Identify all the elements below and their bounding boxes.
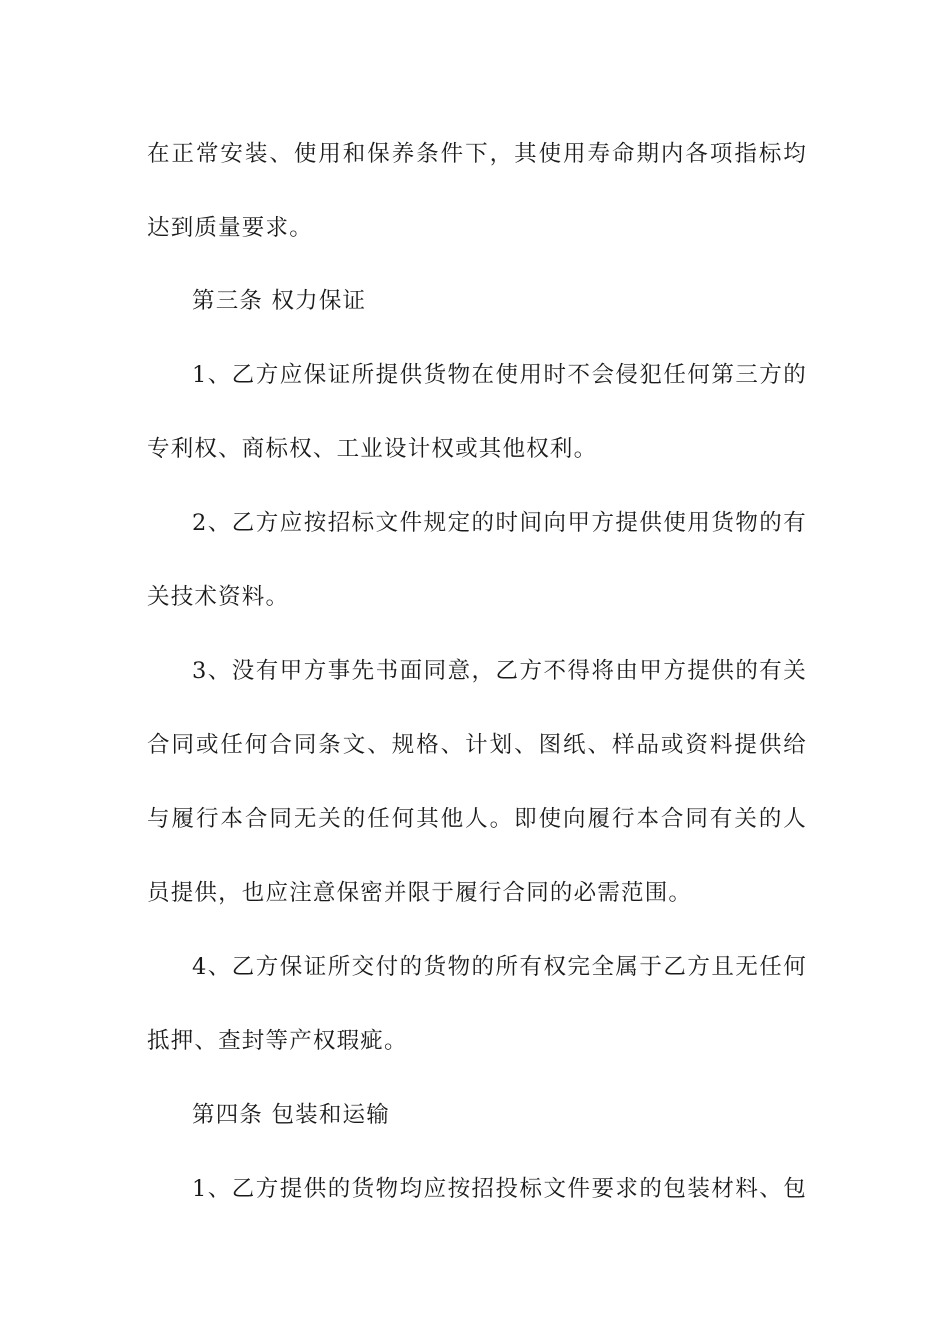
paragraph-line: 达到质量要求。 bbox=[147, 215, 313, 241]
paragraph-line: 合同或任何合同条文、规格、计划、图纸、样品或资料提供给 bbox=[147, 732, 807, 758]
paragraph-line: 专利权、商标权、工业设计权或其他权利。 bbox=[147, 436, 598, 462]
paragraph-line: 员提供，也应注意保密并限于履行合同的必需范围。 bbox=[147, 880, 693, 906]
paragraph-line: 1、乙方应保证所提供货物在使用时不会侵犯任何第三方的 bbox=[192, 362, 807, 388]
paragraph-line: 3、没有甲方事先书面同意，乙方不得将由甲方提供的有关 bbox=[192, 658, 807, 684]
section-heading: 第四条 包装和运输 bbox=[192, 1102, 390, 1128]
section-heading: 第三条 权力保证 bbox=[192, 288, 367, 314]
paragraph-line: 1、乙方提供的货物均应按招投标文件要求的包装材料、包 bbox=[192, 1176, 807, 1202]
paragraph-line: 2、乙方应按招标文件规定的时间向甲方提供使用货物的有 bbox=[192, 510, 807, 536]
paragraph-line: 4、乙方保证所交付的货物的所有权完全属于乙方且无任何 bbox=[192, 954, 807, 980]
paragraph-line: 与履行本合同无关的任何其他人。即使向履行本合同有关的人 bbox=[147, 806, 807, 832]
paragraph-line: 抵押、查封等产权瑕疵。 bbox=[147, 1028, 408, 1054]
paragraph-line: 在正常安装、使用和保养条件下，其使用寿命期内各项指标均 bbox=[147, 141, 807, 167]
paragraph-line: 关技术资料。 bbox=[147, 584, 290, 610]
